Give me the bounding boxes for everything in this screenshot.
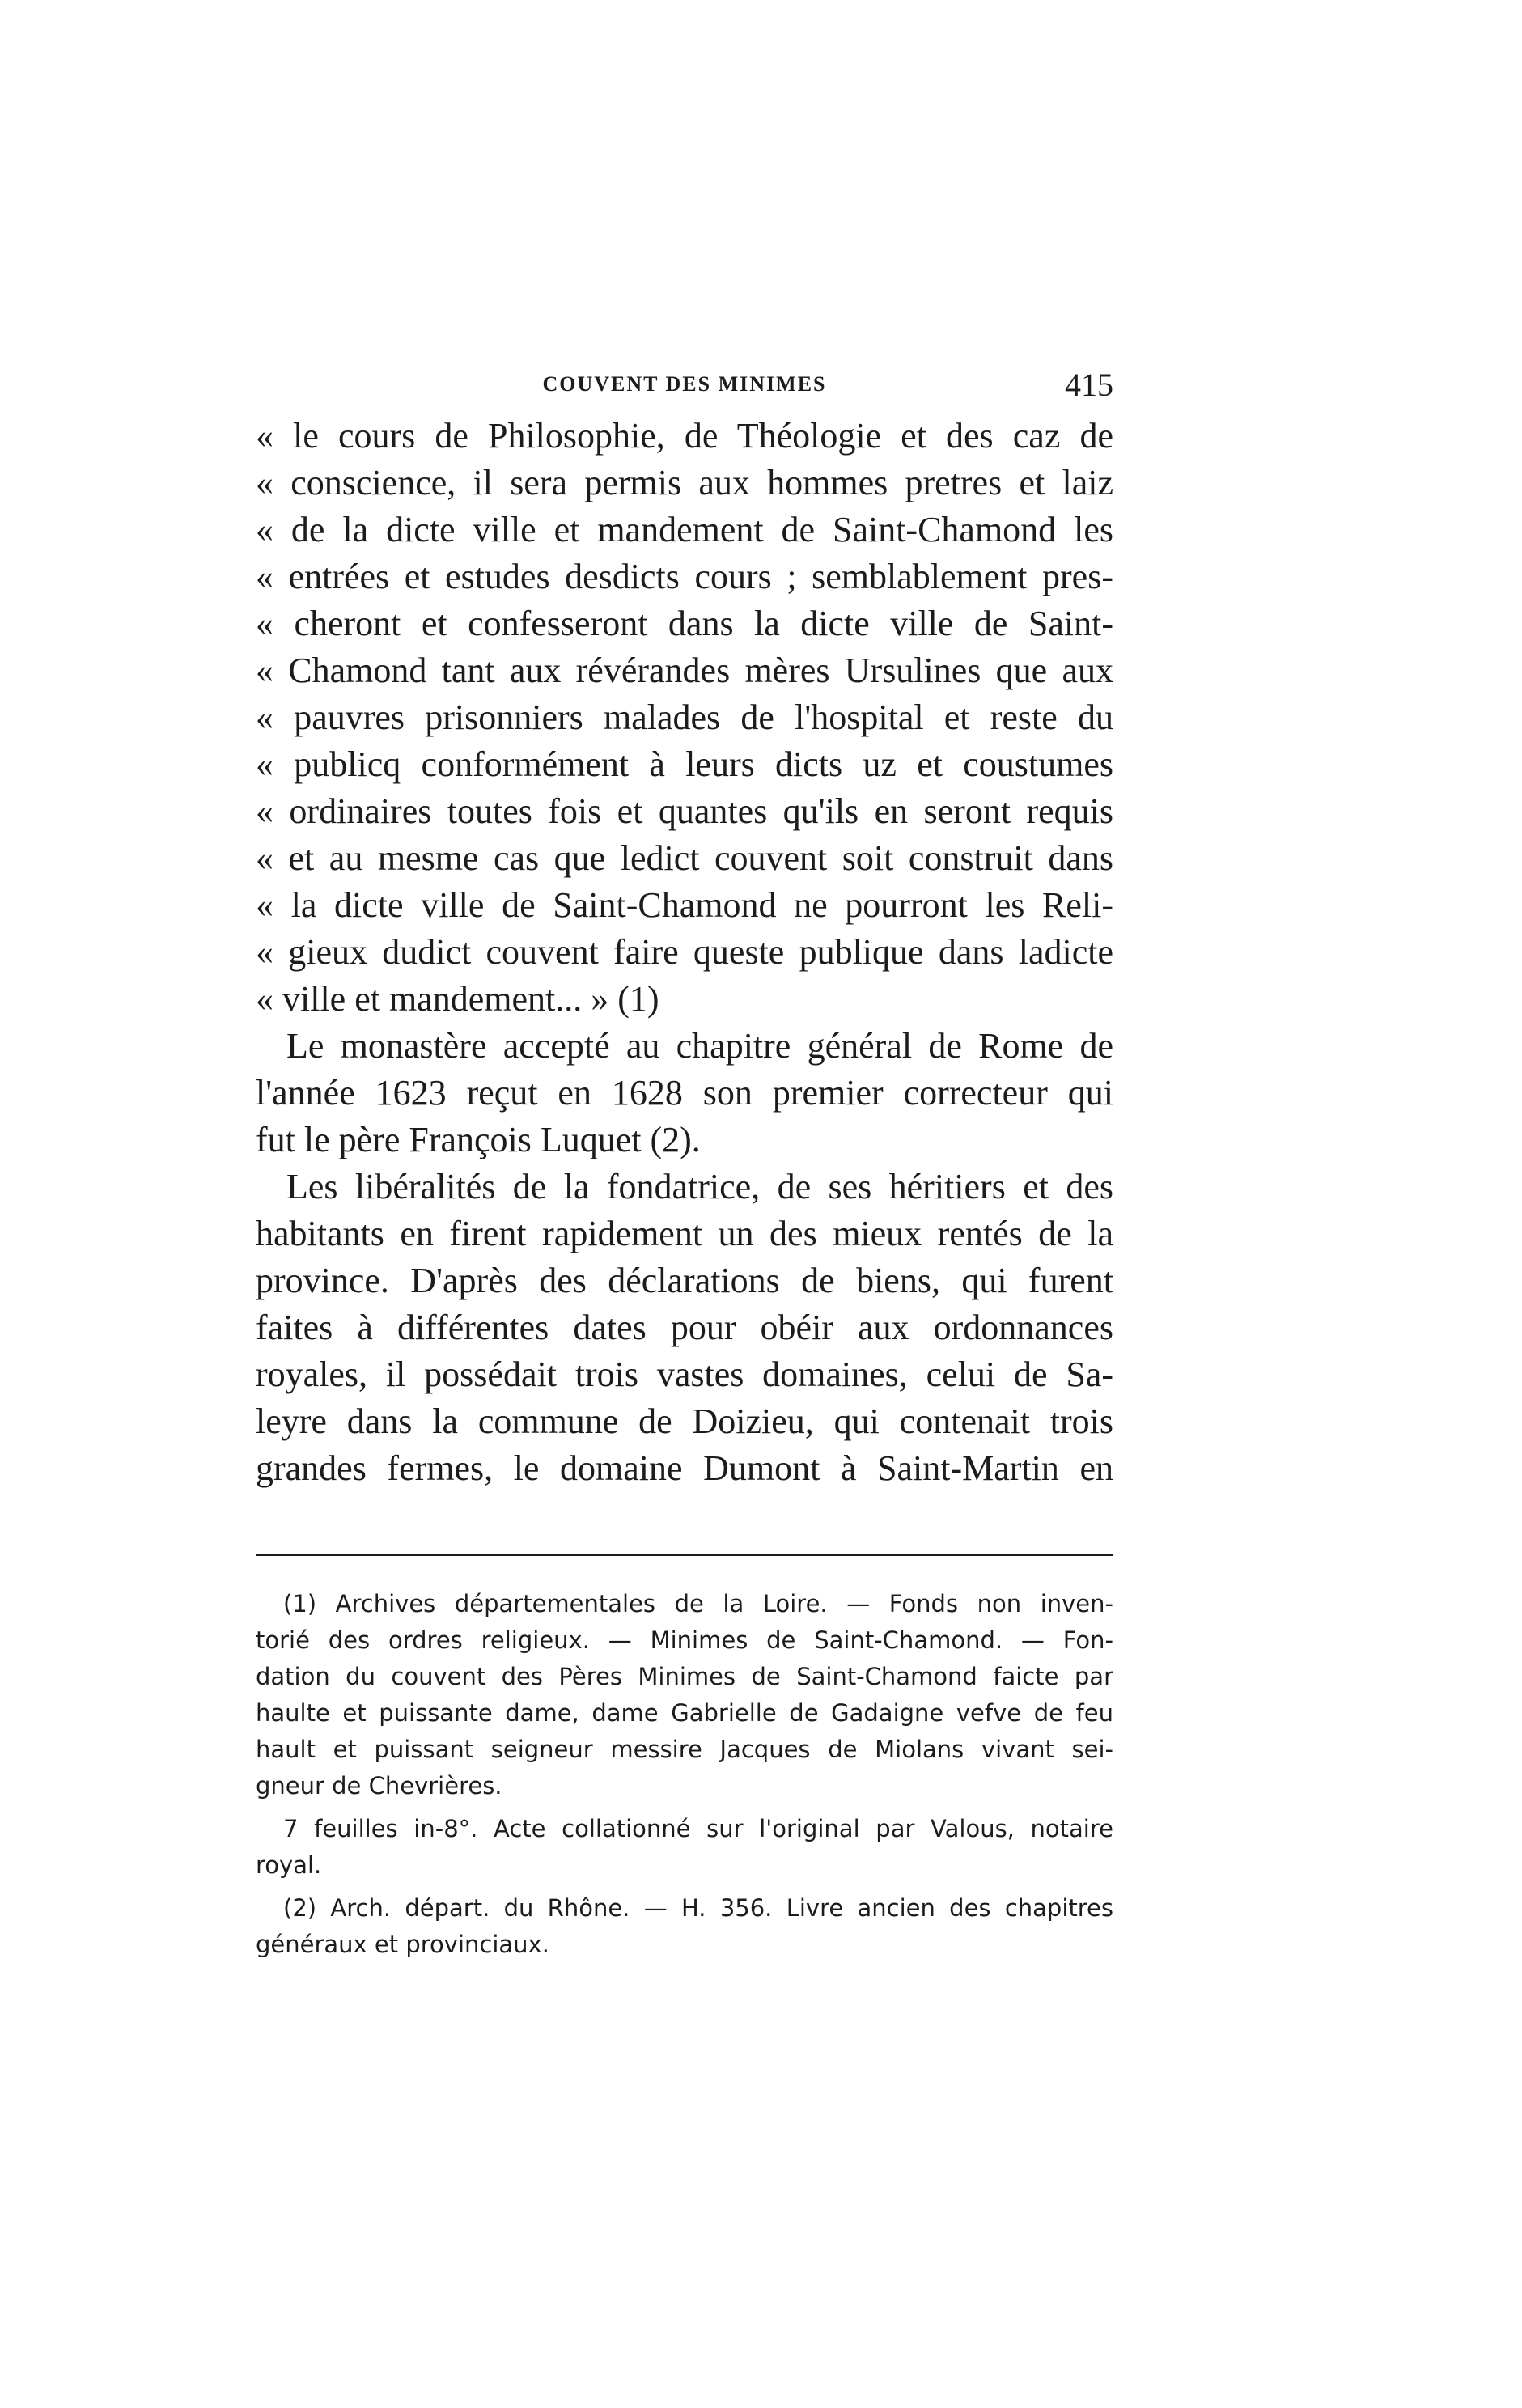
text-line: « le cours de Philosophie, de Théologie et des caz de (256, 416, 1113, 456)
running-title: COUVENT DES MINIMES (542, 372, 827, 396)
text-line: « pauvres prisonniers malades de l'hospital et reste du (256, 697, 1113, 737)
footnote-line: généraux et provinciaux. (256, 1931, 549, 1958)
footnotes (256, 1586, 1113, 1963)
text-line: « la dicte ville de Saint-Chamond ne pourront les Reli- (256, 885, 1113, 925)
text-line: habitants en firent rapidement un des mieux rentés de la (256, 1214, 1113, 1253)
footnote-line: (2) Arch. départ. du Rhône. — H. 356. Livre ancien des chapitres (283, 1894, 1113, 1922)
text-line: faites à différentes dates pour obéir aux ordonnances (256, 1308, 1113, 1347)
page-header (256, 366, 1113, 406)
footnote-line: torié des ordres religieux. — Minimes de Saint-Chamond. — Fon- (256, 1626, 1113, 1654)
text-line: province. D'après des déclarations de biens, qui furent (256, 1261, 1113, 1300)
footnote-divider (256, 1554, 1113, 1556)
footnote-line: (1) Archives départementales de la Loire. — Fonds non inven- (283, 1590, 1113, 1617)
text-line: « de la dicte ville et mandement de Saint-Chamond les (256, 510, 1113, 549)
text-line: « et au mesme cas que ledict couvent soit construit dans (256, 838, 1113, 878)
text-line: « cheront et confesseront dans la dicte ville de Saint- (256, 604, 1113, 643)
footnote-line: dation du couvent des Pères Minimes de Saint-Chamond faicte par (256, 1663, 1113, 1690)
footnote-line: hault et puissant seigneur messire Jacques de Miolans vivant sei- (256, 1736, 1113, 1763)
text-line: royales, il possédait trois vastes domaines, celui de Sa- (256, 1354, 1113, 1394)
text-line: leyre dans la commune de Doizieu, qui contenait trois (256, 1401, 1113, 1441)
text-line: « Chamond tant aux révérandes mères Ursulines que aux (256, 651, 1113, 690)
text-line: « ville et mandement... » (1) (256, 979, 659, 1019)
page-number: 415 (1065, 367, 1113, 403)
footnote-line: royal. (256, 1851, 322, 1879)
text-line: fut le père François Luquet (2). (256, 1120, 701, 1159)
footnote-line: gneur de Chevrières. (256, 1772, 502, 1800)
text-line: « gieux dudict couvent faire queste publique dans ladicte (256, 932, 1113, 972)
text-line: « publicq conformément à leurs dicts uz et coustumes (256, 744, 1113, 784)
text-line: « ordinaires toutes fois et quantes qu'ils en seront requis (256, 791, 1113, 831)
footnote-line: 7 feuilles in-8°. Acte collationné sur l'original par Valous, notaire (283, 1815, 1113, 1842)
text-line: « entrées et estudes desdicts cours ; semblablement pres- (256, 557, 1113, 596)
text-line: « conscience, il sera permis aux hommes pretres et laiz (256, 463, 1113, 502)
text-line: Le monastère accepté au chapitre général de Rome de (286, 1026, 1113, 1066)
text-line: l'année 1623 reçut en 1628 son premier correcteur qui (256, 1073, 1113, 1113)
text-line: grandes fermes, le domaine Dumont à Saint-Martin en (256, 1448, 1113, 1488)
main-text (256, 413, 1113, 1492)
text-line: Les libéralités de la fondatrice, de ses héritiers et des (286, 1167, 1113, 1206)
footnote-line: haulte et puissante dame, dame Gabrielle de Gadaigne vefve de feu (256, 1699, 1113, 1727)
